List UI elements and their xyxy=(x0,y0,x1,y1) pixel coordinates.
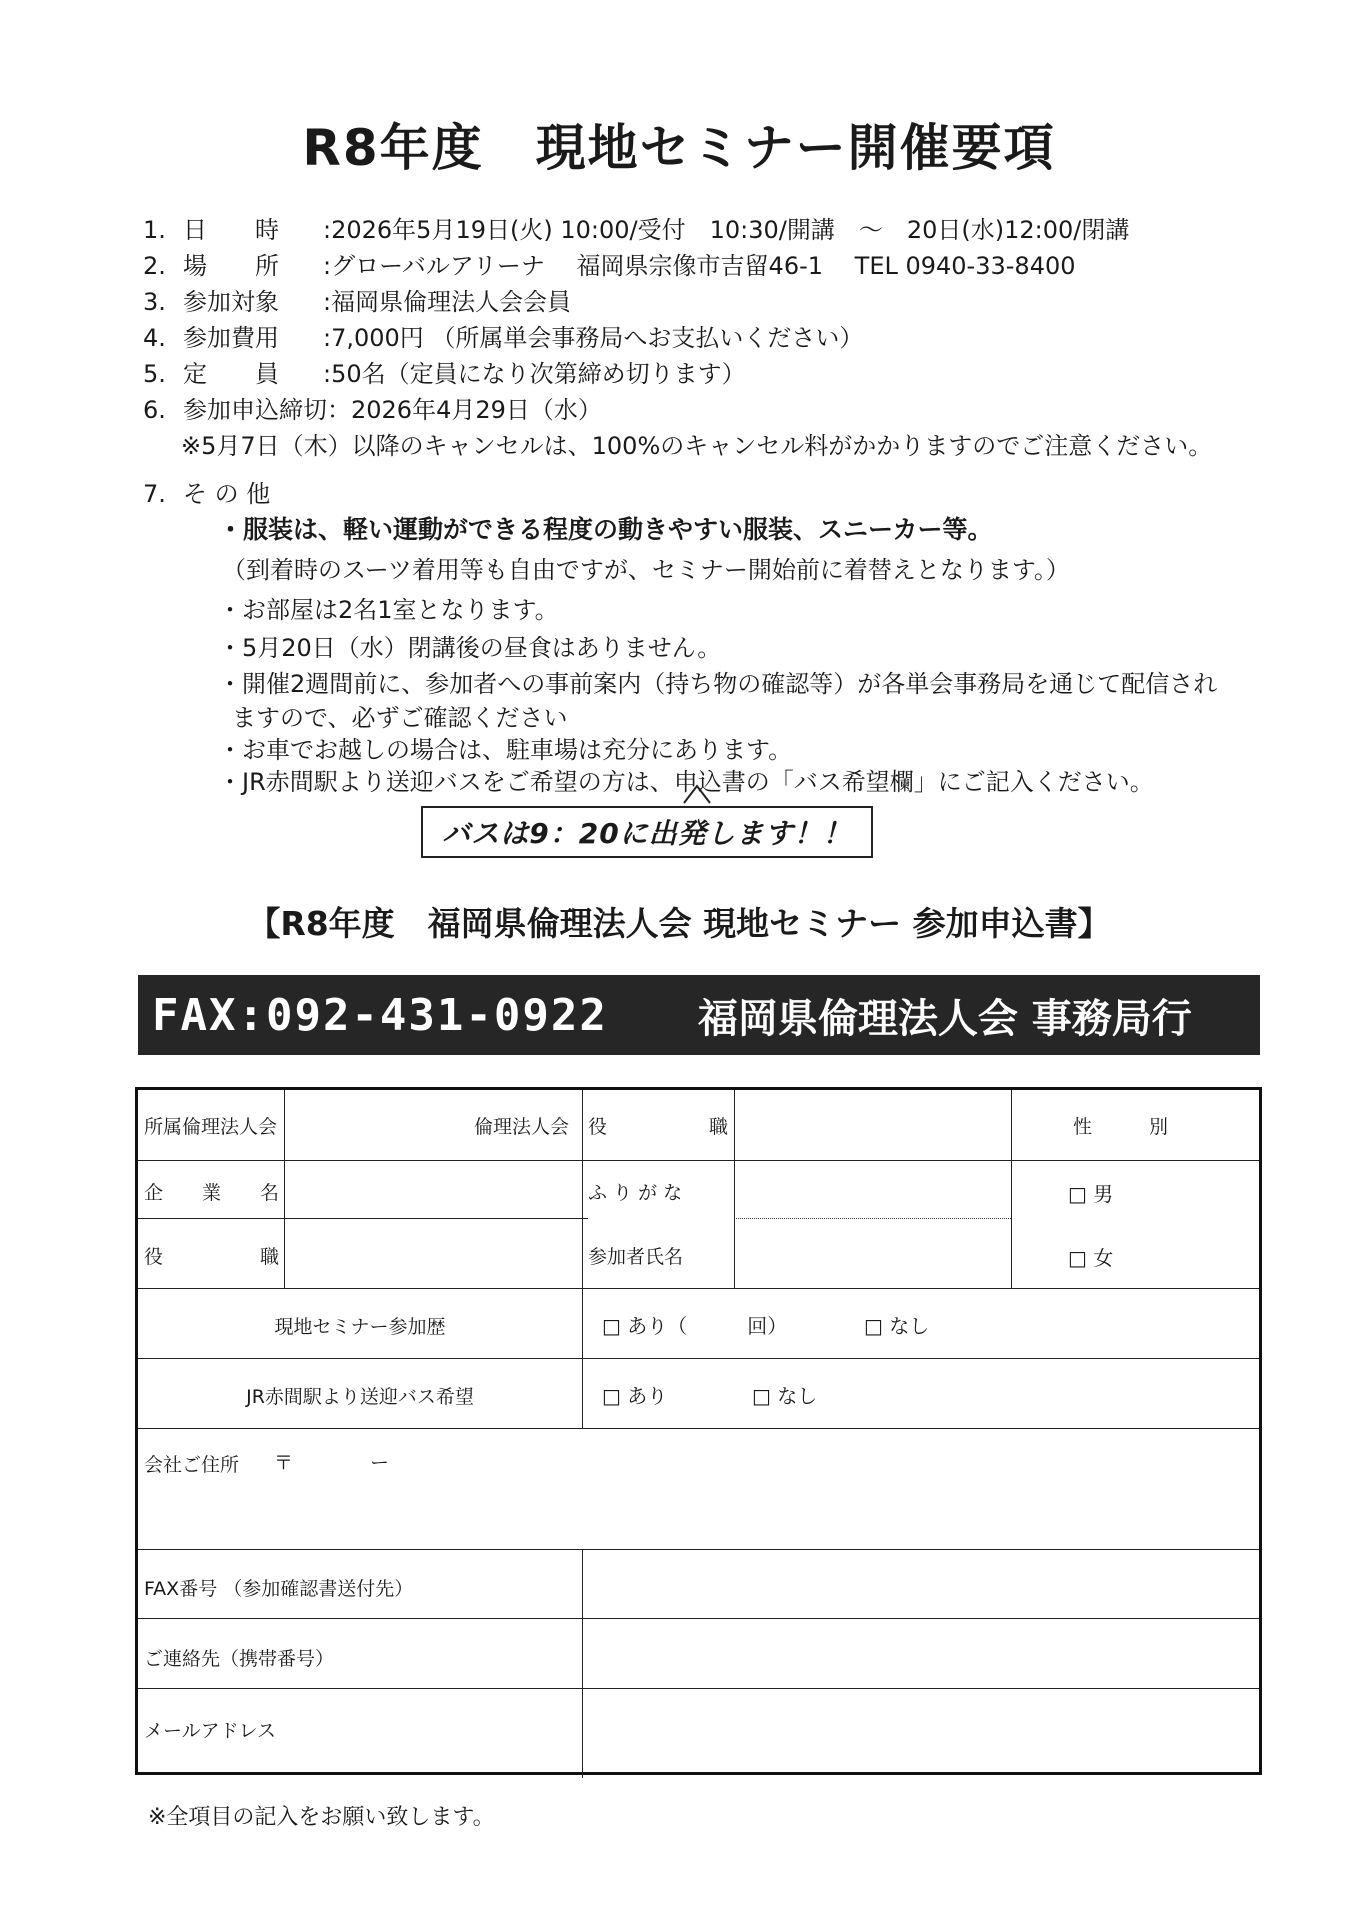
note-lunch: ・5月20日（水）閉講後の昼食はありません。 xyxy=(218,634,722,662)
postal-dash: ー xyxy=(370,1452,390,1474)
history-label: 現地セミナー参加歴 xyxy=(274,1316,446,1338)
position-field-top[interactable] xyxy=(738,1094,1006,1156)
note-guide: ・開催2週間前に、参加者への事前案内（持ち物の確認等）が各単会事務局を通じて配信され xyxy=(218,670,1218,698)
page-title: R8年度 現地セミナー開催要項 xyxy=(302,119,1056,177)
female-checkbox[interactable]: □ 女 xyxy=(1068,1246,1114,1270)
affiliation-field[interactable] xyxy=(288,1094,468,1156)
form-title: 【R8年度 福岡県倫理法人会 現地セミナー 参加申込書】 xyxy=(247,904,1111,943)
fax-label: FAX番号 （参加確認書送付先） xyxy=(144,1578,414,1600)
participant-name-field[interactable] xyxy=(738,1222,1006,1284)
affiliation-label: 所属倫理法人会 xyxy=(144,1116,278,1138)
note-room: ・お部屋は2名1室となります。 xyxy=(218,596,559,624)
address-field[interactable] xyxy=(408,1434,1248,1544)
detail-date: 1. 日 時 :2026年5月19日(火) 10:00/受付 10:30/開講 ～ 20日(水)12:00/閉講 xyxy=(143,216,1130,244)
note-bus: ・JR赤間駅より送迎バスをご希望の方は、申込書の「バス希望欄」にご記入ください。 xyxy=(218,768,1154,796)
position-field[interactable] xyxy=(288,1222,578,1284)
fax-banner xyxy=(138,975,1260,1055)
detail-other: 7. そ の 他 xyxy=(143,480,271,508)
position-label-top: 役 職 xyxy=(588,1116,728,1138)
footer-note: ※全項目の記入をお願い致します。 xyxy=(148,1805,495,1830)
affiliation-suffix: 倫理法人会 xyxy=(474,1116,570,1138)
bus-request-label: JR赤間駅より送迎バス希望 xyxy=(246,1386,474,1408)
note-clothing: ・服装は、軽い運動ができる程度の動きやすい服装、スニーカー等。 xyxy=(218,515,993,544)
detail-target: 3. 参加対象 :福岡県倫理法人会会員 xyxy=(143,288,572,316)
company-field[interactable] xyxy=(288,1164,578,1214)
contact-label: ご連絡先（携帯番号） xyxy=(144,1648,335,1670)
note-suit: （到着時のスーツ着用等も自由ですが、セミナー開始前に着替えとなります。） xyxy=(222,556,1070,584)
address-label: 会社ご住所 xyxy=(144,1454,240,1476)
cancel-note: ※5月7日（木）以降のキャンセルは、100%のキャンセル料がかかりますのでご注意ください。 xyxy=(181,432,1213,460)
male-checkbox[interactable]: □ 男 xyxy=(1068,1182,1114,1206)
email-label: メールアドレス xyxy=(144,1720,277,1742)
bus-yes-checkbox[interactable]: □ あり xyxy=(602,1384,668,1408)
pointer-caret-icon xyxy=(682,783,712,805)
detail-venue: 2. 場 所 :グローバルアリーナ 福岡県宗像市吉留46-1 TEL 0940-33-8400 xyxy=(143,252,1076,280)
bus-departure-notice: バスは9：20に出発します！！ xyxy=(421,806,873,858)
history-no-checkbox[interactable]: □ なし xyxy=(864,1314,930,1338)
bus-no-checkbox[interactable]: □ なし xyxy=(752,1384,818,1408)
company-label: 企 業 名 xyxy=(144,1182,279,1204)
detail-fee: 4. 参加費用 :7,000円 （所属単会事務局へお支払いください） xyxy=(143,324,864,352)
participant-name-label: 参加者氏名 xyxy=(588,1246,684,1268)
gender-label: 性 別 xyxy=(1073,1116,1169,1138)
application-form xyxy=(135,1087,1262,1775)
history-yes-checkbox[interactable]: □ あり（ 回） xyxy=(602,1314,788,1338)
furigana-field[interactable] xyxy=(738,1164,1006,1214)
fax-destination: 福岡県倫理法人会 事務局行 xyxy=(697,995,1192,1042)
email-field[interactable] xyxy=(588,1694,1253,1770)
contact-field[interactable] xyxy=(588,1624,1253,1684)
position-label: 役 職 xyxy=(144,1246,279,1268)
fax-number: FAX:092-431-0922 xyxy=(152,989,608,1041)
detail-capacity: 5. 定 員 :50名（定員になり次第締め切ります） xyxy=(143,360,746,388)
note-guide-cont: ますので、必ずご確認ください xyxy=(232,704,568,732)
furigana-label: ふ り が な xyxy=(588,1182,683,1204)
detail-deadline: 6. 参加申込締切：2026年4月29日（水） xyxy=(143,396,602,424)
postal-mark: 〒 xyxy=(274,1452,294,1474)
note-parking: ・お車でお越しの場合は、駐車場は充分にあります。 xyxy=(218,736,793,764)
fax-field[interactable] xyxy=(588,1554,1253,1614)
